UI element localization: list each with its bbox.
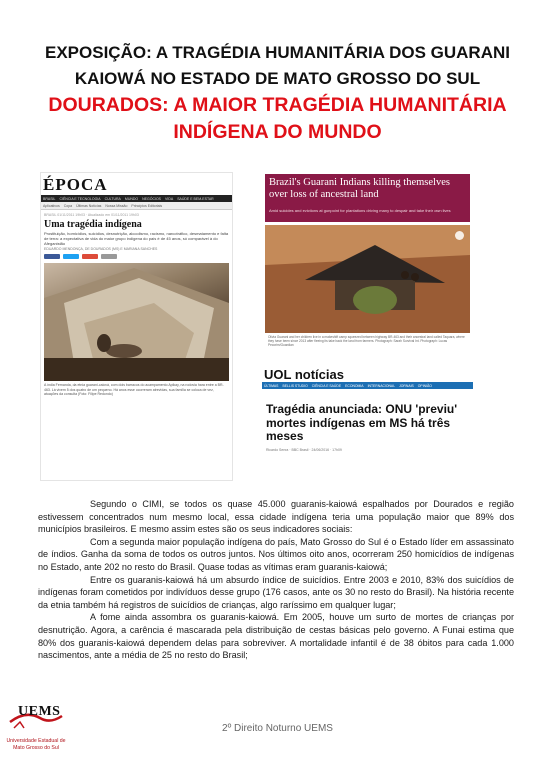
epoca-share-buttons <box>41 252 232 261</box>
email-share-icon <box>101 254 117 259</box>
uol-logo: UOL notícias <box>264 366 344 382</box>
body-text <box>38 498 514 662</box>
epoca-photo <box>44 263 229 381</box>
epoca-subnav-item: Copa <box>63 203 73 208</box>
title-line-2: KAIOWÁ NO ESTADO DE MATO GROSSO DO SUL <box>74 69 481 88</box>
camp-scene-illustration <box>265 225 470 333</box>
facebook-share-icon <box>44 254 60 259</box>
uems-logo-subtitle: Universidade Estadual de Mato Grosso do Sul <box>6 738 66 751</box>
epoca-nav <box>41 195 232 202</box>
uol-headline: Tragédia anunciada: ONU 'previu' mortes indígenas em MS há três meses <box>266 402 458 443</box>
twitter-share-icon <box>63 254 79 259</box>
paragraph: Entre os guaranis-kaiowá há um absurdo índice de suicídios. Entre 2003 e 2010, 83% dos suicídios de indígenas foram cometidos por indivíduos desse grupo (176 casos, ante os 30 no resto do Brasil). Na história recente da etnia também há registros de suicídios de crianças, algo raríssimo em qualquer lugar; <box>38 574 514 610</box>
guardian-photo <box>265 225 470 333</box>
footer-credit: 2º Direito Noturno UEMS <box>222 723 333 734</box>
uol-masthead <box>262 366 473 382</box>
epoca-nav-item: BRASIL <box>43 196 56 201</box>
epoca-article-clipping <box>40 172 233 481</box>
epoca-masthead <box>41 173 232 195</box>
epoca-subnav-item: Últimas Notícias <box>76 203 102 208</box>
epoca-nav-item: CULTURA <box>104 196 121 201</box>
epoca-caption: A índia Fernanda, da etnia guarani-caiová, com dois barracos do acampamento Apikay, na rodovia hara entre a BR-463. Lá vivem 5 dos quatro de um pequeno. Há anos esse ocorreram atrevidas, sua família se coloca de vez, atuações da consulta (Foto: Filipe Redondo) <box>44 383 224 396</box>
expand-icon <box>455 231 464 240</box>
paragraph: A fome ainda assombra os guaranis-kaiowá. Em 2005, houve um surto de mortes de crianças por desnutrição. Agora, a carência é mascarada pela distribuição de cestas básicas pelo governo. A Funai estima que 80% dos guaranis-kaiowá dependem delas para sobreviver. A mortalidade infantil é de 38 óbitos para cada 1.000 nascimentos, ante a média de 25 no resto do Brasil; <box>38 612 514 661</box>
uol-nav-item: INTERNACIONAL <box>367 383 396 388</box>
google-share-icon <box>82 254 98 259</box>
uol-nav-item: JORNAIS <box>399 383 414 388</box>
guardian-caption: Olivia Guarani and her children live in a makeshift camp squeezed between highway BR-463 and their ancestral land called Taquara, where they have been since 2013 after fleeing its take back the land from farmers. Photograph: Sarah Survival Int. Photograph: Lucas Pecorim/Guardian <box>268 335 465 347</box>
uol-nav <box>262 382 473 389</box>
uol-nav-item: OPINIÃO <box>417 383 432 388</box>
uol-meta: Ricardo Senra · BBC Brasil · 24/06/2016 · 17h09 <box>266 447 342 452</box>
guardian-headline: Brazil's Guarani Indians killing themselves over loss of ancestral land <box>265 174 470 208</box>
epoca-nav-item: CIÊNCIA E TECNOLOGIA <box>59 196 101 201</box>
guardian-subheadline: Amid suicides and evictions at gunpoint for plantations driving many to despair and take their own lives <box>265 208 470 222</box>
uems-logo-wordmark: UEMS <box>18 704 61 719</box>
epoca-author: EDUARDO MENDONÇA, DE DOURADOS (MS) E MARIANA SANCHES <box>44 247 158 251</box>
epoca-logo: ÉPOCA <box>43 175 108 194</box>
epoca-nav-item: NEGÓCIOS <box>142 196 162 201</box>
epoca-subtitle: Prostituição, homicídios, suicídios, desnutrição, alcoolismo, racismo, narcotráfico, desmatamento e falta de terra: a expectativa de vida do maior grupo indígena do país é de 45 anos, só comparável à do Afeganistão <box>44 231 229 246</box>
epoca-subnav <box>41 202 232 210</box>
uol-nav-item: CIÊNCIA E SAÚDE <box>311 383 342 388</box>
epoca-meta: BRASIL 01/11/2011 19h03 · Atualizado em 01/11/2011 19h03 <box>44 213 139 217</box>
epoca-subnav-item: Princípios Editoriais <box>131 203 163 208</box>
subtitle-line-1: DOURADOS: A MAIOR TRAGÉDIA HUMANITÁRIA <box>48 94 507 116</box>
uol-article-clipping <box>262 366 473 479</box>
uol-nav-item: ÚLTIMAS <box>264 383 279 388</box>
epoca-nav-item: MUNDO <box>124 196 139 201</box>
epoca-subnav-item: Aplicativos <box>43 203 60 208</box>
epoca-nav-item: VIDA <box>165 196 174 201</box>
guardian-article-clipping <box>265 174 470 366</box>
tent-scene-illustration <box>44 263 229 381</box>
paragraph: Segundo o CIMI, se todos os quase 45.000 guaranis-kaiowá espalhados por Dourados e região estivessem concentrados num mesmo local, essa cidade indígena teria uma população maior que 89% dos municípios brasileiros. E mesmo assim estes são os seus indicadores sociais: <box>38 499 514 535</box>
uol-nav-item: ECONOMIA <box>345 383 364 388</box>
subtitle-line-2: INDÍGENA DO MUNDO <box>173 121 382 143</box>
uol-nav-item: BELLIS STUDIO <box>282 383 308 388</box>
epoca-nav-item: SAÚDE E BEM-ESTAR <box>177 196 214 201</box>
paragraph: Com a segunda maior população indígena do país, Mato Grosso do Sul é o Estado líder em assassinato de índios. Ganha da soma de todos os outros juntos. Nos últimos oito anos, ocorreram 250 homicídios de indígenas no Estado, ante 202 no resto do Brasil. Quase todas as vítimas eram guaranis-kaiowá; <box>38 536 514 572</box>
epoca-subnav-item: Nossa Missão <box>105 203 128 208</box>
title-line-1: EXPOSIÇÃO: A TRAGÉDIA HUMANITÁRIA DOS GUARANI <box>45 43 510 62</box>
epoca-headline: Uma tragédia indígena <box>44 219 142 230</box>
